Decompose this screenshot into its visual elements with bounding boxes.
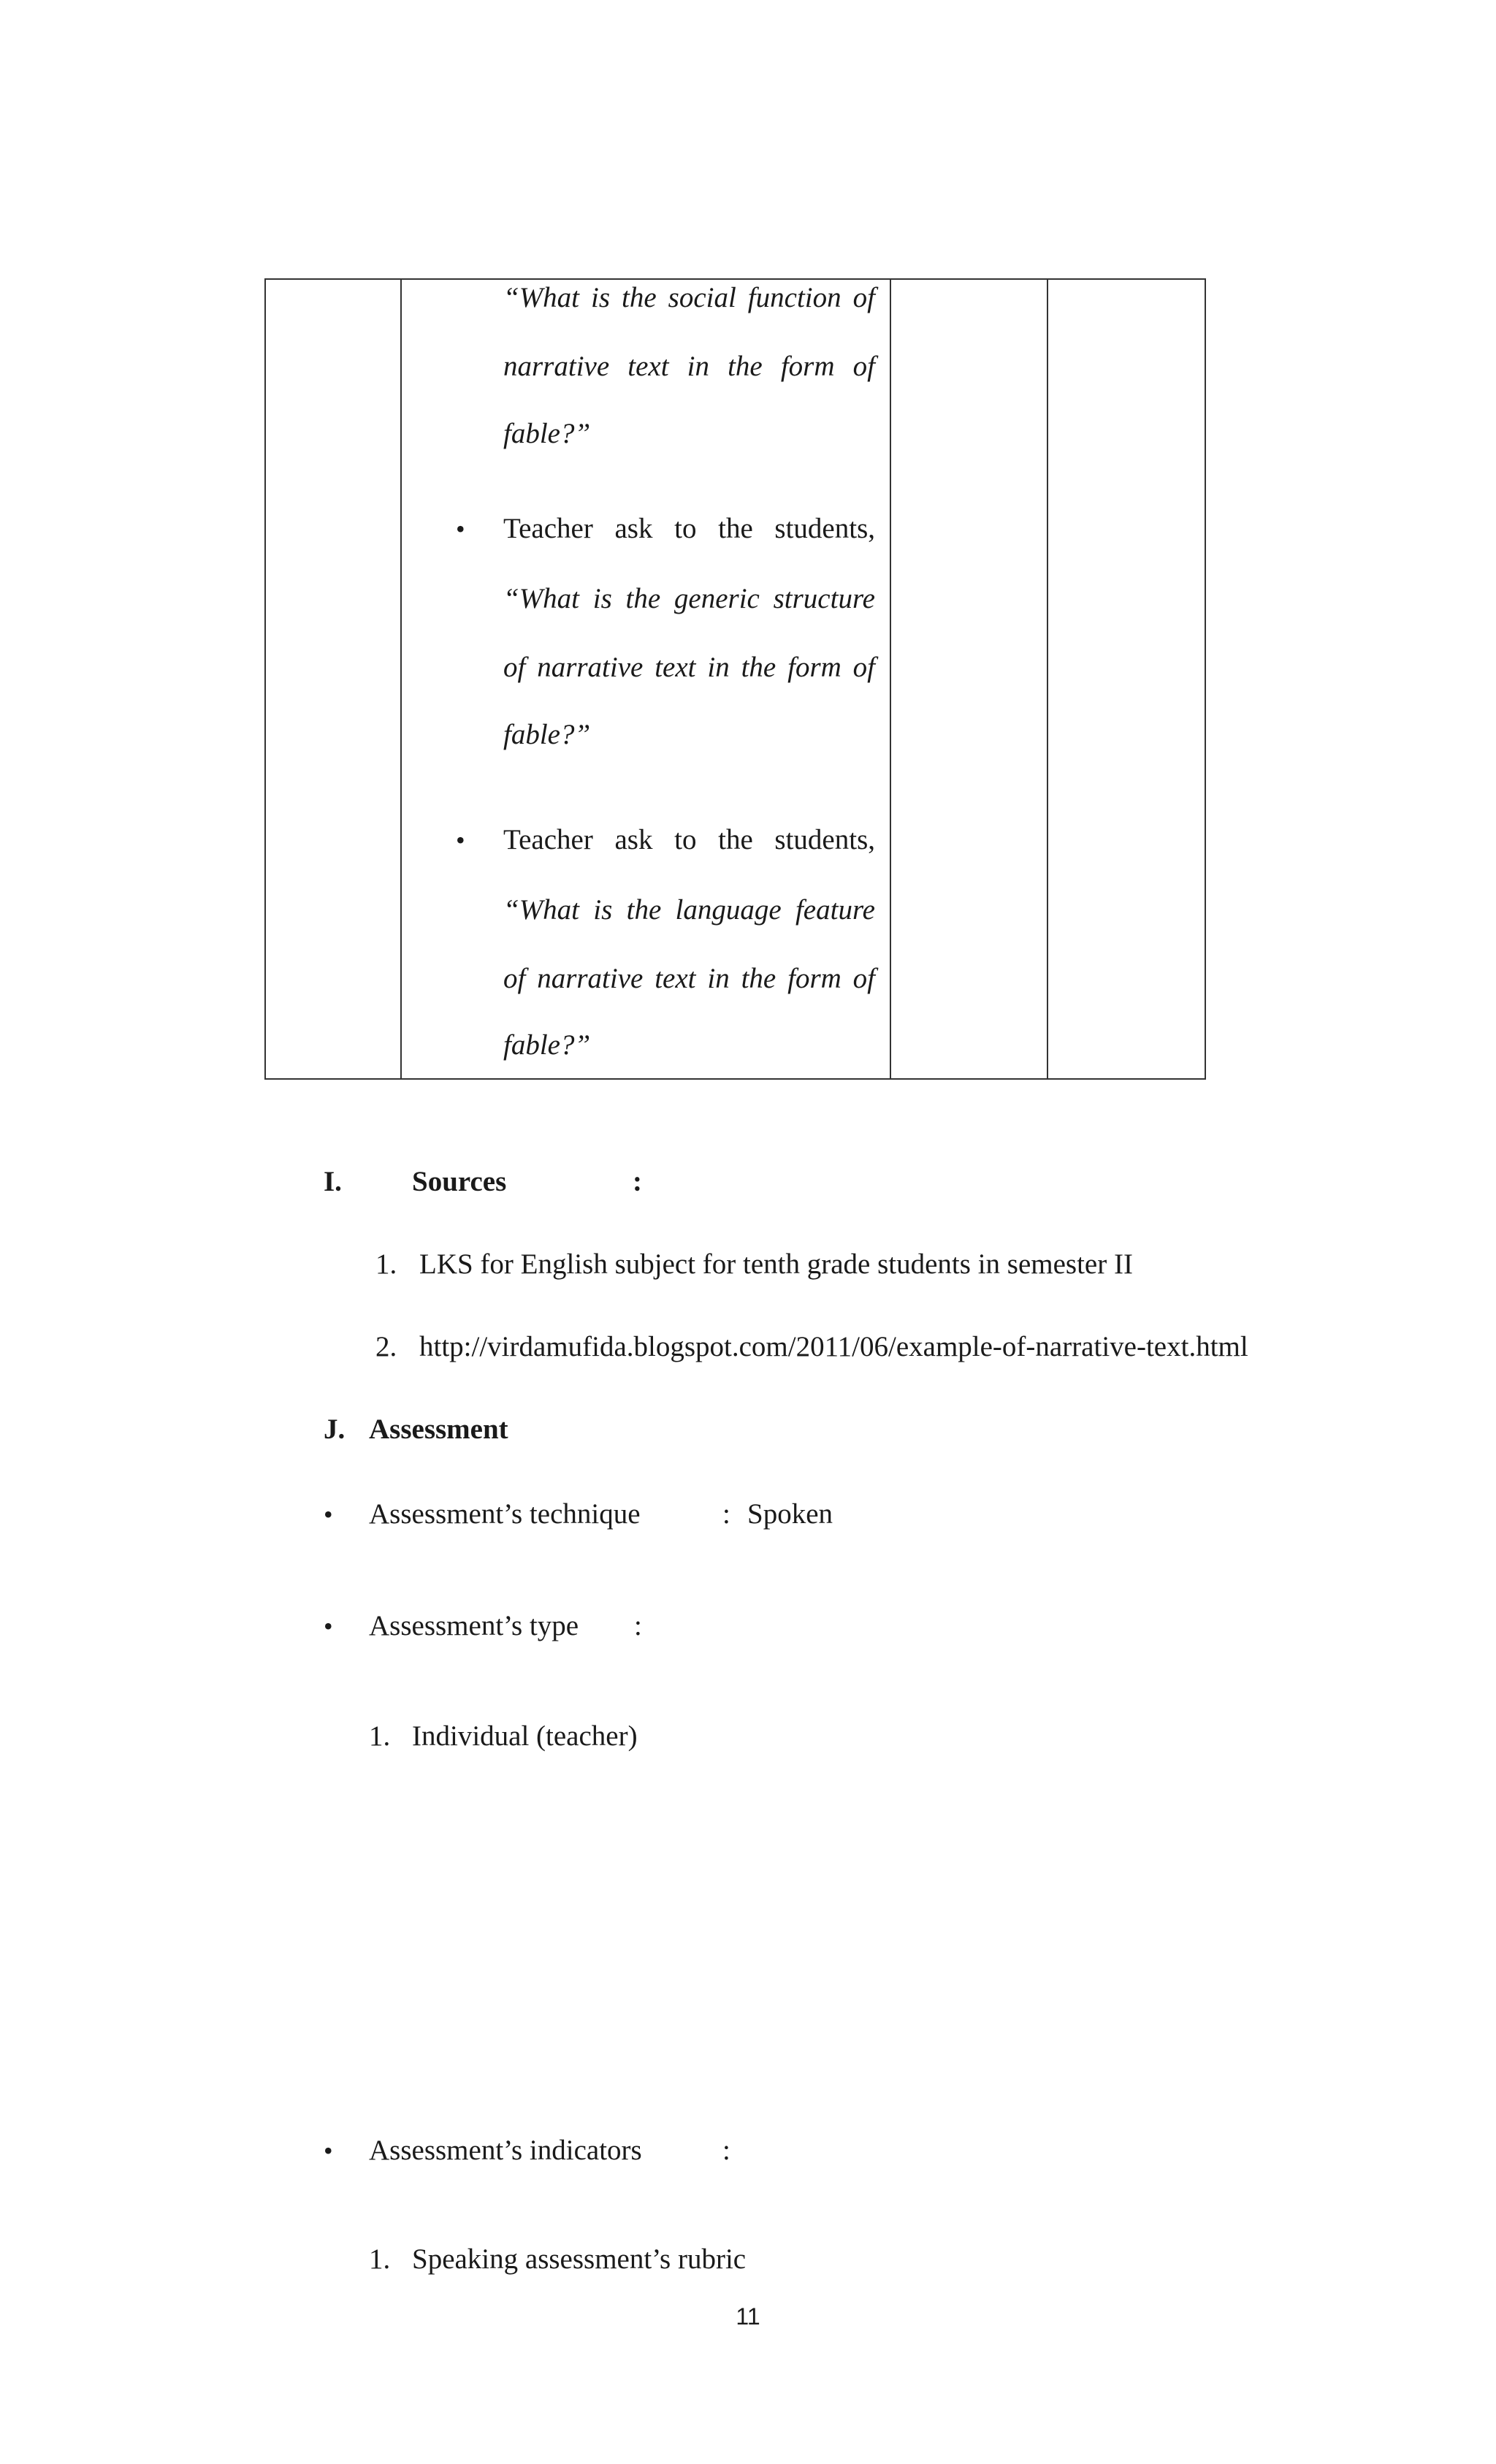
list-number: 1.: [375, 1248, 397, 1280]
word: of: [852, 282, 875, 313]
table-col-border-5: [1205, 278, 1206, 1080]
section-title-sources: Sources: [412, 1166, 507, 1197]
word: of: [852, 351, 875, 382]
bullet-line: of narrative text in the form of: [503, 963, 875, 994]
bullet-line: of narrative text in the form of: [503, 652, 875, 683]
word: is: [591, 282, 611, 313]
bullet-icon: •: [456, 514, 465, 543]
table-col-border-4: [1047, 278, 1048, 1080]
word: social: [668, 282, 736, 313]
table-col-border-2: [400, 278, 402, 1080]
table-cell-line: [503, 281, 875, 314]
bullet-icon: •: [324, 1611, 333, 1641]
page-number: 11: [736, 2303, 760, 2330]
bullet-line: “What is the generic structure: [503, 583, 875, 614]
bullet-line: fable?”: [503, 719, 591, 750]
bullet-lead: Teacher ask to the students,: [503, 824, 875, 855]
section-letter: J.: [324, 1414, 346, 1445]
bullet-lead: Teacher ask to the students,: [503, 513, 875, 544]
list-number: 1.: [369, 1720, 391, 1752]
bullet-icon: •: [324, 2136, 333, 2165]
word: in: [687, 351, 709, 382]
field-colon: :: [634, 1610, 642, 1641]
section-colon: :: [633, 1166, 642, 1197]
table-bottom-border: [264, 1078, 1206, 1080]
source-link: http://virdamufida.blogspot.com/2011/06/example-of-narrative-text.html: [419, 1331, 1248, 1362]
table-col-border-1: [264, 278, 266, 1080]
word: “What: [503, 282, 580, 313]
assessment-indicators-label: Assessment’s indicators: [369, 2135, 642, 2166]
word: the: [728, 351, 763, 382]
list-number: 2.: [375, 1331, 397, 1362]
word: form: [780, 351, 835, 382]
lesson-activities-table: [264, 278, 1206, 1080]
bullet-line: fable?”: [503, 1029, 591, 1061]
section-letter: I.: [324, 1166, 342, 1197]
bullet-icon: •: [324, 1500, 333, 1529]
word: text: [627, 351, 669, 382]
table-top-border: [264, 278, 1206, 280]
table-cell-line: [503, 350, 875, 383]
assessment-technique-label: Assessment’s technique: [369, 1498, 641, 1530]
word: function: [747, 282, 842, 313]
word: narrative: [503, 351, 610, 382]
field-colon: :: [722, 2135, 730, 2166]
source-item: LKS for English subject for tenth grade students in semester II: [419, 1248, 1133, 1280]
field-colon: :: [722, 1498, 730, 1530]
assessment-type-label: Assessment’s type: [369, 1610, 579, 1641]
table-col-border-3: [890, 278, 891, 1080]
section-title-assessment: Assessment: [369, 1414, 508, 1445]
bullet-icon: •: [456, 825, 465, 855]
word: the: [622, 282, 657, 313]
table-cell-line: fable?”: [503, 418, 591, 449]
bullet-line: “What is the language feature: [503, 894, 875, 926]
assessment-indicators-item: Speaking assessment’s rubric: [412, 2243, 747, 2275]
assessment-technique-value: Spoken: [747, 1498, 833, 1530]
assessment-type-item: Individual (teacher): [412, 1720, 638, 1752]
list-number: 1.: [369, 2243, 391, 2275]
